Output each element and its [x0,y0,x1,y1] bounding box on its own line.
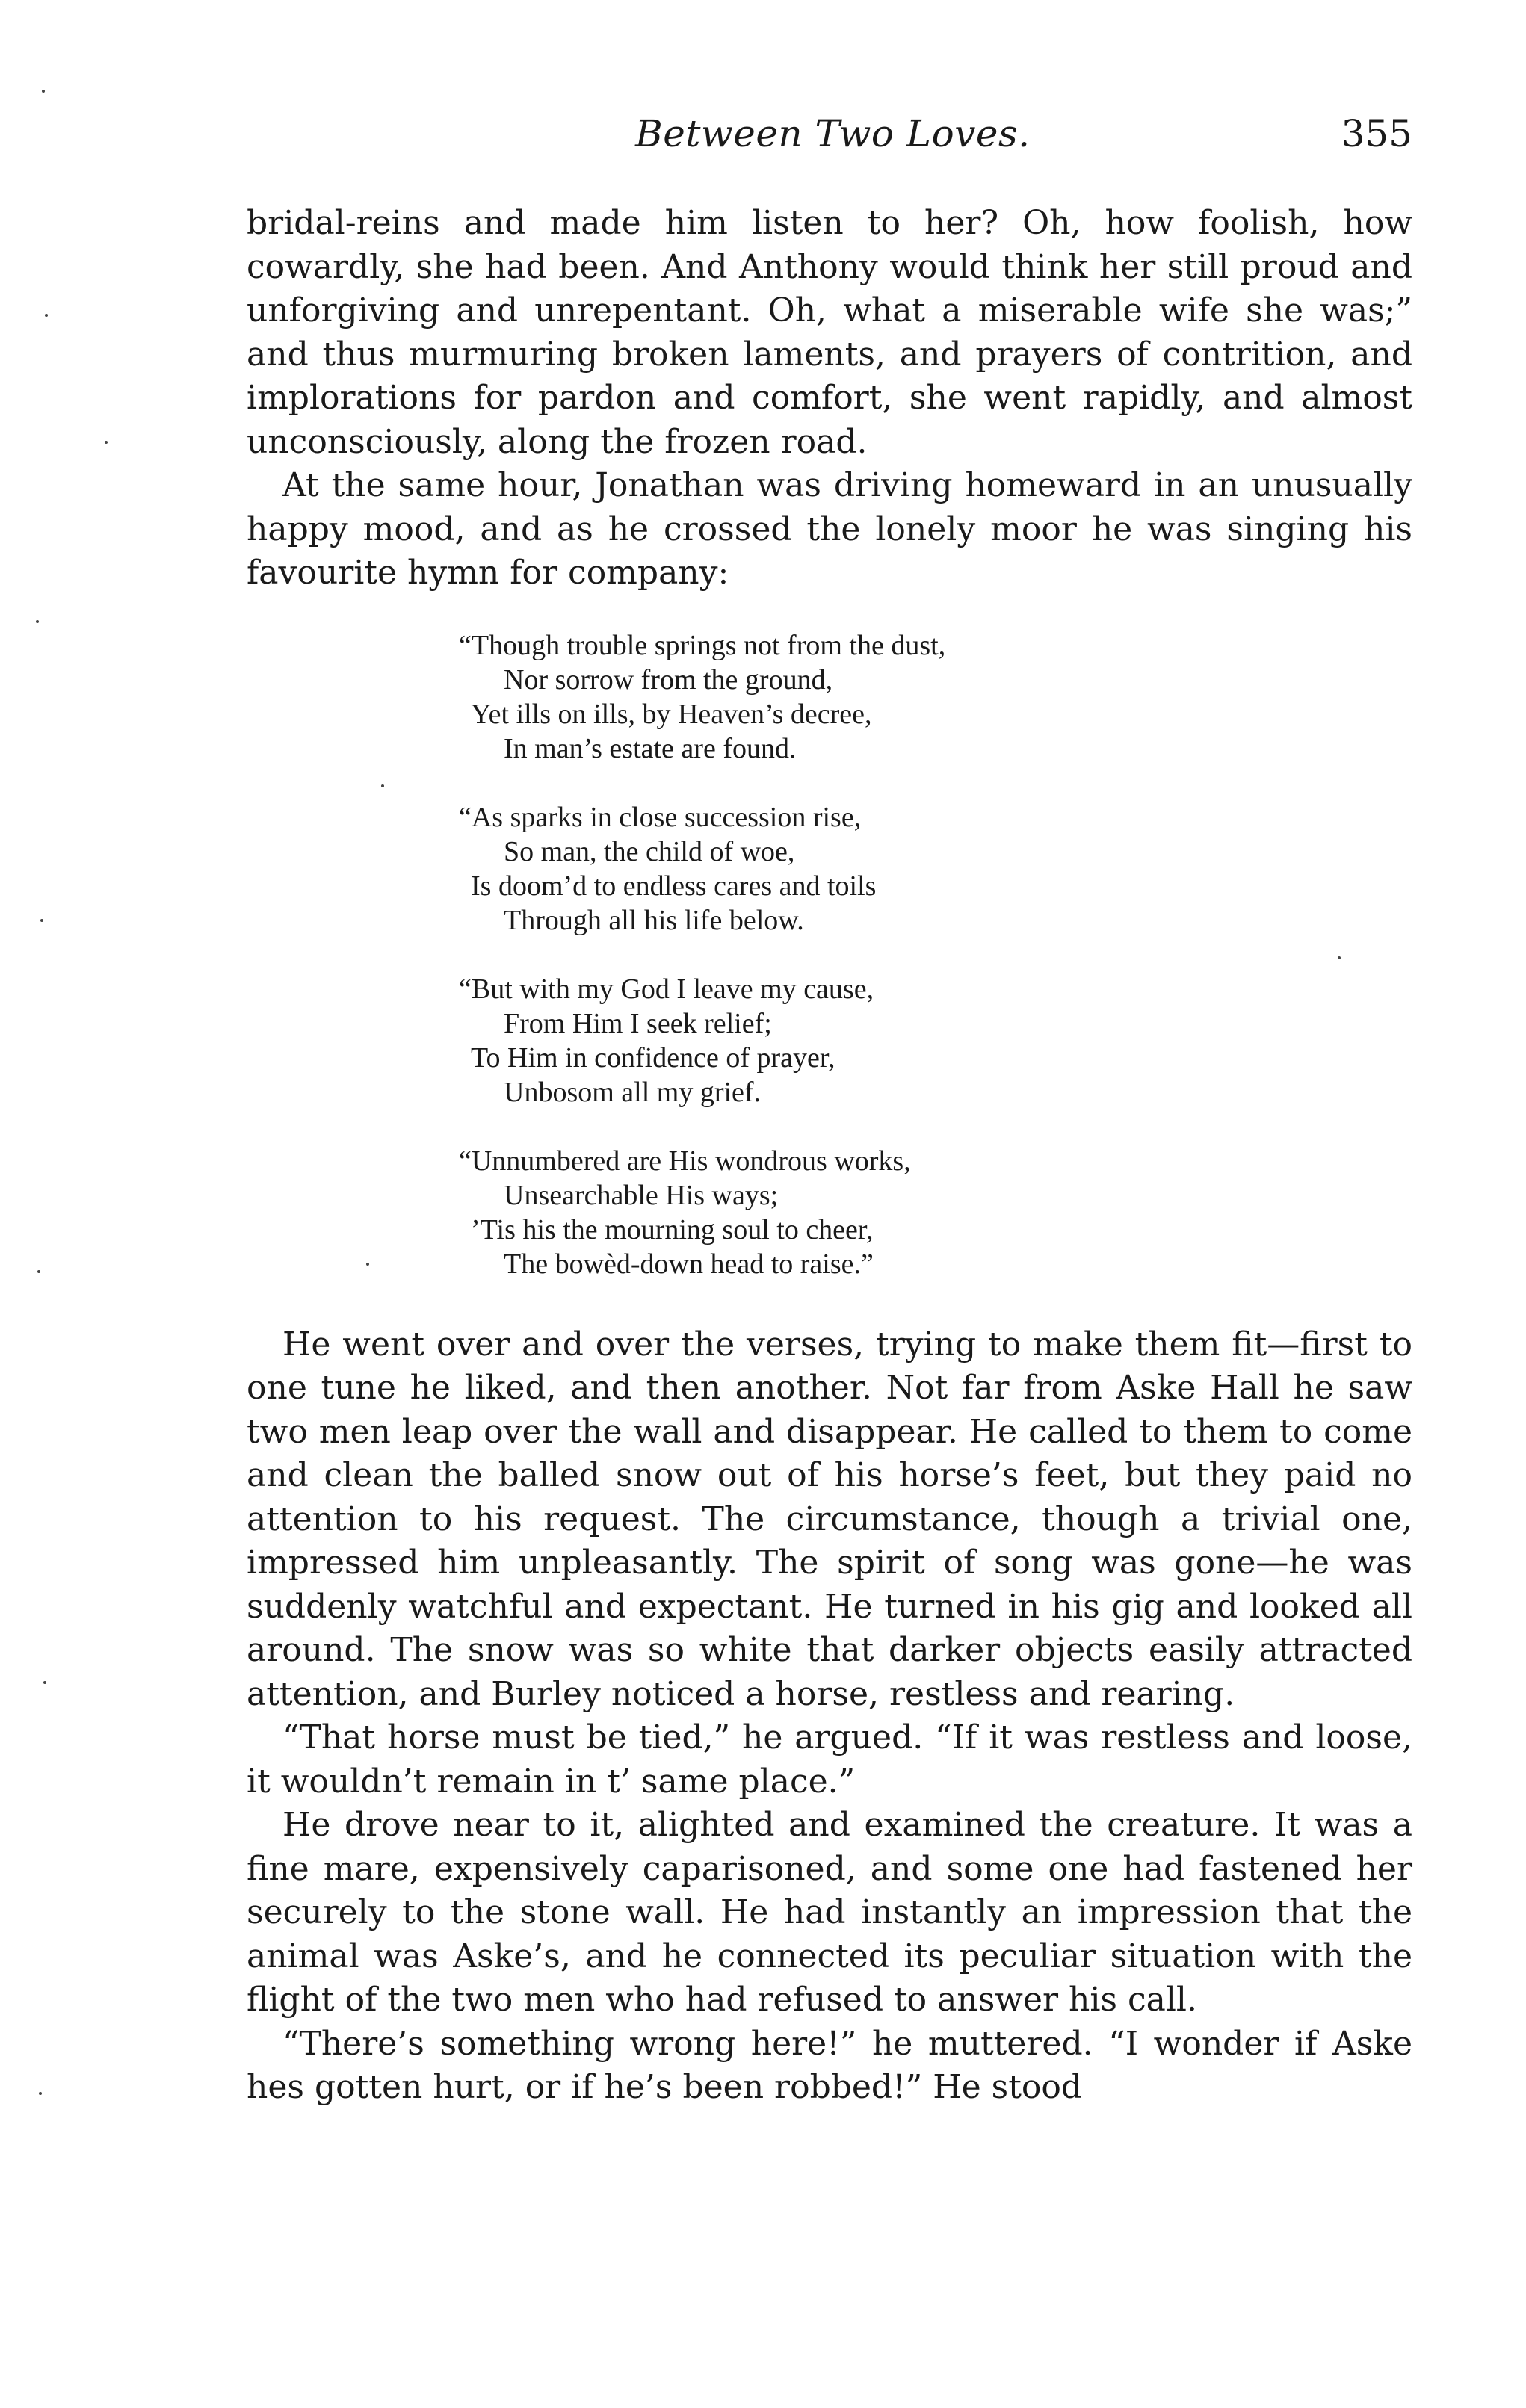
page-body [247,202,1412,2110]
speck [45,314,48,317]
verse-line: In man’s estate are found. [504,732,797,764]
paragraph: At the same hour, Jonathan was driving homeward in an unusually happy mood, and as he crossed the lonely moor he was singing his favourite hymn for company: [247,466,1412,592]
verse-line: ’Tis his the mourning soul to cheer, [471,1213,874,1245]
verse-line: “But with my God I leave my cause, [459,973,874,1005]
paragraph: He went over and over the verses, trying to make them fit—first to one tune he liked, and then another. Not far from Aske Hall he saw two men leap over the wall and disappear. He called to them to come and clean the balled snow out of his horse’s feet, but they paid no attention to his request. The circumstance, though a trivial one, impressed him unpleasantly. The spirit of song was gone—he was suddenly watchful and expectant. He turned in his gig and looked all around. The snow was so white that darker objects easily attracted attention, and Burley noticed a horse, restless and rearing. [247,1325,1412,1713]
verse-line: The bowèd-down head to raise.” [504,1248,874,1280]
paragraph: He drove near to it, alighted and examined the creature. It was a fine mare, expensively caparisoned, and some one had fastened her securely to the stone wall. He had instantly an impression that the animal was Aske’s, and he connected its peculiar situation with the flight of the two men who had refused to answer his call. [247,1806,1412,2019]
paragraph: “That horse must be tied,” he argued. “If it was restless and loose, it wouldn’t remain in t’ same place.” [247,1718,1412,1801]
stanza [459,972,1412,1109]
verse-line: So man, the child of woe, [504,835,795,867]
stanza [459,800,1412,938]
running-header [247,112,1412,164]
stanza [459,628,1412,766]
verse-line: “Though trouble springs not from the dust, [459,629,946,661]
speck [105,441,108,444]
verse-line: Unbosom all my grief. [504,1076,762,1108]
paragraph: “There’s something wrong here!” he muttered. “I wonder if Aske hes gotten hurt, or if he’s been robbed!” He stood [247,2024,1412,2106]
speck [39,2092,42,2095]
speck [366,1263,369,1266]
page-number: 355 [1341,112,1412,155]
speck [1338,956,1341,959]
verse-line: Is doom’d to endless cares and toils [471,870,877,902]
speck [37,1270,40,1273]
speck [42,90,45,93]
speck [381,784,384,787]
hymn-verses [247,628,1412,1281]
speck [43,1681,46,1684]
paragraph: bridal-reins and made him listen to her? Oh, how foolish, how cowardly, she had been. And Anthony would think her still proud and unforgiving and unrepentant. Oh, what a miserable wife she was;” and thus murmuring broken laments, and prayers of contrition, and implorations for pardon and comfort, she went rapidly, and almost unconsciously, along the frozen road. [247,204,1412,461]
speck [36,620,39,623]
verse-line: From Him I seek relief; [504,1007,772,1039]
verse-line: “Unnumbered are His wondrous works, [459,1145,911,1177]
verse-line: Nor sorrow from the ground, [504,663,833,696]
speck [40,919,43,922]
stanza [459,1144,1412,1281]
verse-line: To Him in confidence of prayer, [471,1041,835,1074]
running-title: Between Two Loves. [635,112,1031,155]
verse-line: Unsearchable His ways; [504,1179,779,1211]
verse-line: “As sparks in close succession rise, [459,801,862,833]
verse-line: Yet ills on ills, by Heaven’s decree, [471,698,872,730]
verse-line: Through all his life below. [504,904,804,936]
